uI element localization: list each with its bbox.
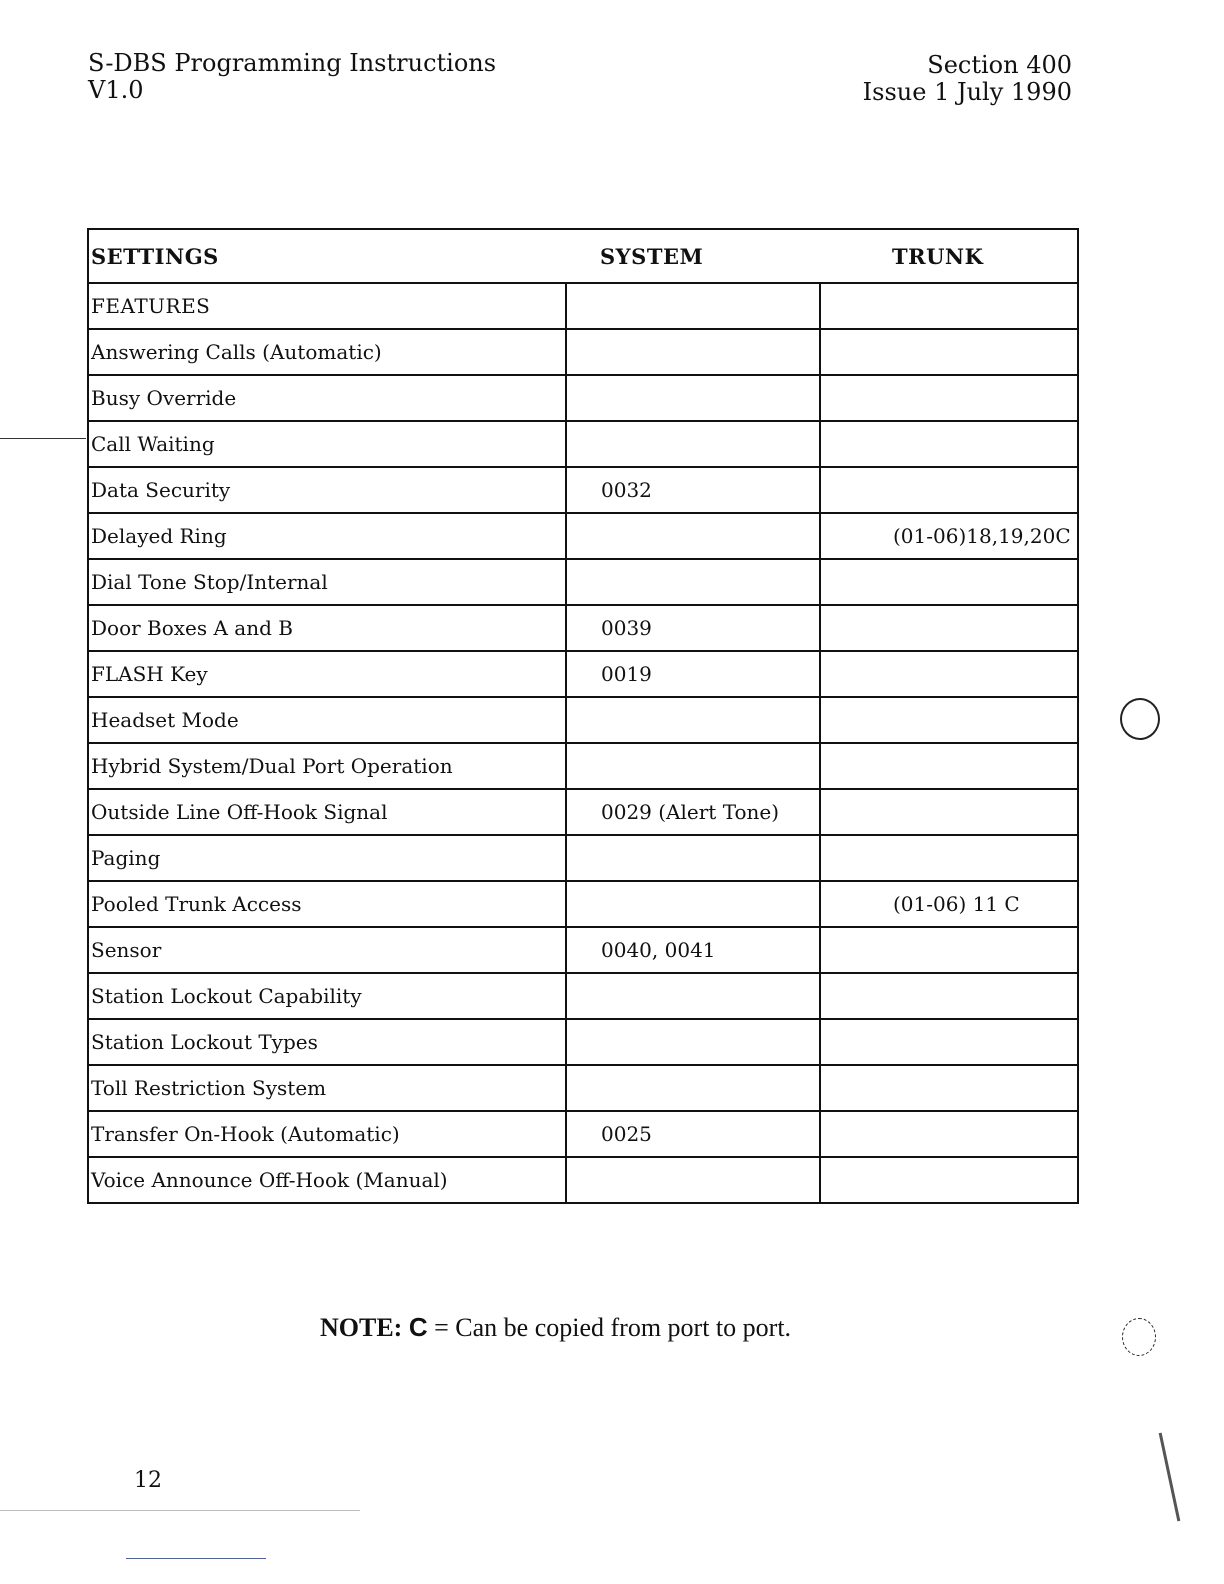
system-cell: 0039 bbox=[566, 605, 820, 651]
system-cell bbox=[566, 375, 820, 421]
section-number: Section 400 bbox=[927, 51, 1072, 79]
document-title: S-DBS Programming Instructions bbox=[88, 49, 497, 77]
setting-cell: Station Lockout Types bbox=[88, 1019, 566, 1065]
system-cell bbox=[566, 1157, 820, 1203]
system-cell bbox=[566, 1019, 820, 1065]
blue-underline-rule bbox=[126, 1558, 266, 1559]
trunk-cell bbox=[820, 421, 1078, 467]
system-cell bbox=[566, 881, 820, 927]
trunk-cell bbox=[820, 1065, 1078, 1111]
table-body bbox=[88, 283, 1078, 1203]
setting-cell: Call Waiting bbox=[88, 421, 566, 467]
table-row bbox=[88, 513, 1078, 559]
footnote bbox=[320, 1312, 791, 1343]
trunk-cell bbox=[820, 375, 1078, 421]
note-label: NOTE: bbox=[320, 1313, 403, 1342]
settings-table bbox=[87, 228, 1079, 1204]
setting-cell: Outside Line Off-Hook Signal bbox=[88, 789, 566, 835]
setting-cell: Sensor bbox=[88, 927, 566, 973]
system-cell: 0029 (Alert Tone) bbox=[566, 789, 820, 835]
trunk-cell bbox=[820, 743, 1078, 789]
setting-cell: FLASH Key bbox=[88, 651, 566, 697]
system-cell bbox=[566, 973, 820, 1019]
setting-cell: Answering Calls (Automatic) bbox=[88, 329, 566, 375]
hole-punch-mark bbox=[1122, 1318, 1156, 1356]
features-label: FEATURES bbox=[88, 283, 566, 329]
trunk-cell bbox=[820, 697, 1078, 743]
system-cell bbox=[566, 329, 820, 375]
features-trunk-cell bbox=[820, 283, 1078, 329]
setting-cell: Transfer On-Hook (Automatic) bbox=[88, 1111, 566, 1157]
document-version: V1.0 bbox=[88, 76, 144, 104]
table-row bbox=[88, 789, 1078, 835]
hole-punch-mark bbox=[1120, 698, 1160, 740]
trunk-cell bbox=[820, 651, 1078, 697]
trunk-cell bbox=[820, 789, 1078, 835]
trunk-cell bbox=[820, 835, 1078, 881]
table-row bbox=[88, 467, 1078, 513]
setting-cell: Data Security bbox=[88, 467, 566, 513]
trunk-cell bbox=[820, 329, 1078, 375]
table-row bbox=[88, 375, 1078, 421]
trunk-cell bbox=[820, 927, 1078, 973]
setting-cell: Pooled Trunk Access bbox=[88, 881, 566, 927]
trunk-cell: (01-06) 11 C bbox=[820, 881, 1078, 927]
system-cell bbox=[566, 513, 820, 559]
table-row bbox=[88, 697, 1078, 743]
table-row bbox=[88, 1019, 1078, 1065]
setting-cell: Door Boxes A and B bbox=[88, 605, 566, 651]
setting-cell: Voice Announce Off-Hook (Manual) bbox=[88, 1157, 566, 1203]
setting-cell: Paging bbox=[88, 835, 566, 881]
system-cell: 0025 bbox=[566, 1111, 820, 1157]
system-cell: 0040, 0041 bbox=[566, 927, 820, 973]
table-row bbox=[88, 605, 1078, 651]
table-row bbox=[88, 1157, 1078, 1203]
trunk-cell bbox=[820, 1157, 1078, 1203]
document-header-left bbox=[88, 50, 496, 104]
page-number: 12 bbox=[134, 1468, 162, 1493]
system-cell bbox=[566, 697, 820, 743]
table-row bbox=[88, 559, 1078, 605]
features-row bbox=[88, 283, 1078, 329]
note-text: = Can be copied from port to port. bbox=[434, 1313, 792, 1342]
table-row bbox=[88, 421, 1078, 467]
column-header-settings: SETTINGS bbox=[88, 229, 566, 283]
note-key: C bbox=[408, 1312, 428, 1342]
system-cell bbox=[566, 559, 820, 605]
trunk-cell: (01-06)18,19,20C bbox=[820, 513, 1078, 559]
table-row bbox=[88, 1065, 1078, 1111]
setting-cell: Hybrid System/Dual Port Operation bbox=[88, 743, 566, 789]
table-row bbox=[88, 1111, 1078, 1157]
system-cell bbox=[566, 743, 820, 789]
trunk-cell bbox=[820, 1111, 1078, 1157]
setting-cell: Dial Tone Stop/Internal bbox=[88, 559, 566, 605]
trunk-cell bbox=[820, 1019, 1078, 1065]
trunk-cell bbox=[820, 559, 1078, 605]
system-cell bbox=[566, 1065, 820, 1111]
table-row bbox=[88, 835, 1078, 881]
issue-date: Issue 1 July 1990 bbox=[862, 78, 1072, 106]
trunk-cell bbox=[820, 605, 1078, 651]
table-row bbox=[88, 651, 1078, 697]
setting-cell: Delayed Ring bbox=[88, 513, 566, 559]
system-cell bbox=[566, 421, 820, 467]
trunk-cell bbox=[820, 467, 1078, 513]
scan-artifact-rule bbox=[0, 1510, 360, 1511]
table-row bbox=[88, 881, 1078, 927]
document-header-right bbox=[863, 52, 1072, 106]
system-cell: 0032 bbox=[566, 467, 820, 513]
table-row bbox=[88, 743, 1078, 789]
system-cell: 0019 bbox=[566, 651, 820, 697]
setting-cell: Headset Mode bbox=[88, 697, 566, 743]
system-cell bbox=[566, 835, 820, 881]
trunk-cell bbox=[820, 973, 1078, 1019]
column-header-system: SYSTEM bbox=[566, 229, 820, 283]
scan-edge-mark bbox=[1159, 1433, 1181, 1522]
setting-cell: Toll Restriction System bbox=[88, 1065, 566, 1111]
table-row bbox=[88, 927, 1078, 973]
scan-artifact-line bbox=[0, 438, 86, 439]
table-row bbox=[88, 973, 1078, 1019]
setting-cell: Station Lockout Capability bbox=[88, 973, 566, 1019]
setting-cell: Busy Override bbox=[88, 375, 566, 421]
table-header-row bbox=[88, 229, 1078, 283]
features-system-cell bbox=[566, 283, 820, 329]
column-header-trunk: TRUNK bbox=[820, 229, 1078, 283]
table-row bbox=[88, 329, 1078, 375]
